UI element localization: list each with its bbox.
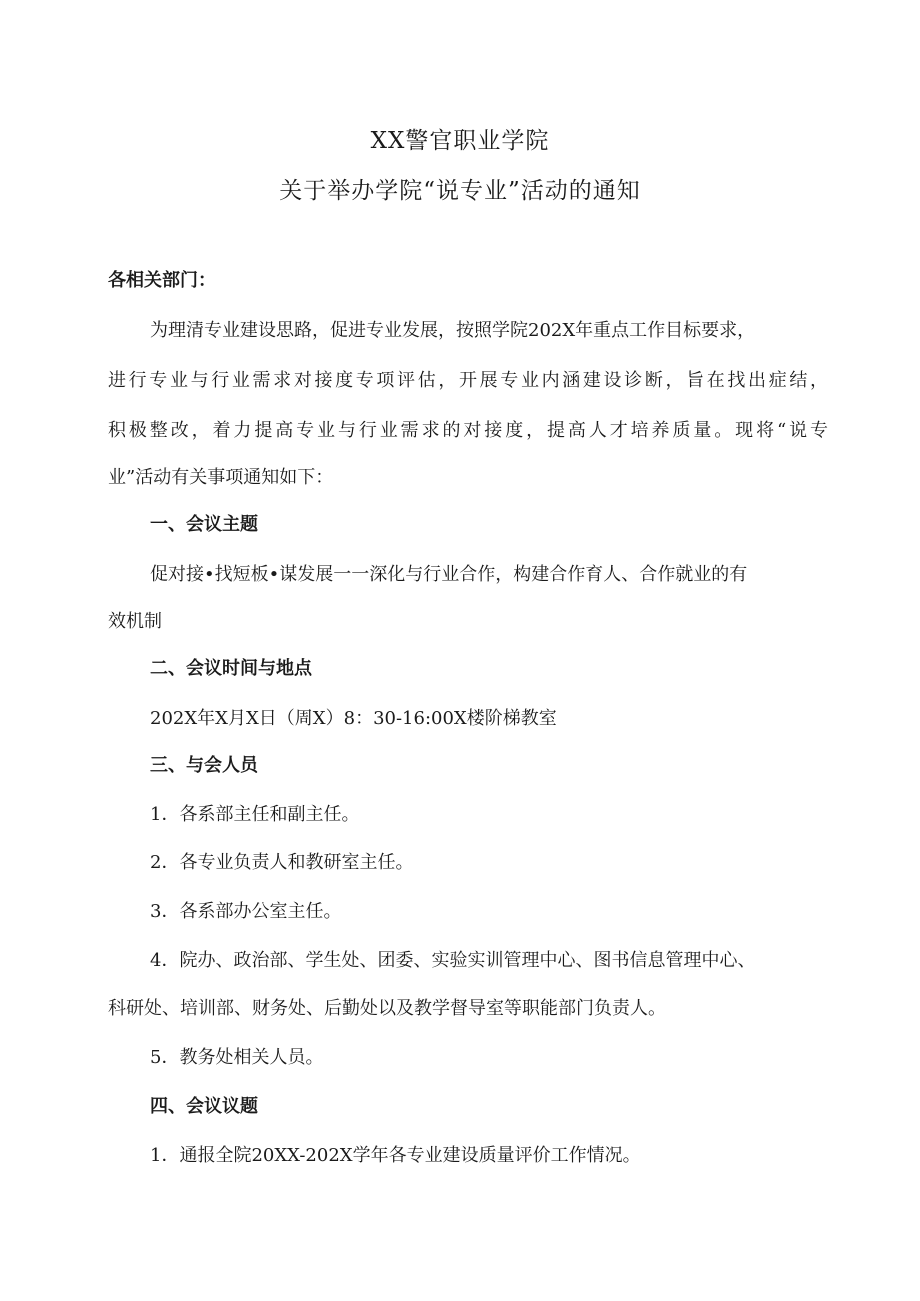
- section3-item-5: 5．教务处相关人员。: [150, 1047, 324, 1068]
- section1-line-2: 效机制: [108, 611, 162, 632]
- section3-item-2: 2．各专业负责人和教研室主任。: [150, 852, 414, 873]
- document-title-line2: 关于举办学院“说专业”活动的通知: [279, 178, 641, 204]
- section2-heading: 二、会议时间与地点: [150, 658, 312, 679]
- section1-heading: 一、会议主题: [150, 514, 258, 535]
- document-title-line1: XX警官职业学院: [370, 128, 550, 154]
- section4-heading: 四、会议议题: [150, 1096, 258, 1117]
- section1-line-1: 促对接•找短板•谋发展一一深化与行业合作，构建合作育人、合作就业的有: [150, 564, 748, 585]
- section4-item-1: 1．通报全院20XX-202X学年各专业建设质量评价工作情况。: [150, 1145, 641, 1166]
- section3-item-4: 4．院办、政治部、学生处、团委、实验实训管理中心、图书信息管理中心、: [150, 950, 756, 971]
- section2-line: 202X年X月X日（周X）8：30-16:00X楼阶梯教室: [150, 708, 557, 729]
- section3-item-1: 1．各系部主任和副主任。: [150, 804, 360, 825]
- intro-line-4: 业”活动有关事项通知如下：: [108, 467, 334, 488]
- salutation: 各相关部门：: [108, 270, 216, 291]
- intro-line-2: 进行专业与行业需求对接度专项评估，开展专业内涵建设诊断，旨在找出症结，: [108, 370, 828, 391]
- section3-heading: 三、与会人员: [150, 755, 258, 776]
- section3-item-3: 3．各系部办公室主任。: [150, 901, 342, 922]
- section3-item-4-cont: 科研处、培训部、财务处、后勤处以及教学督导室等职能部门负责人。: [108, 998, 666, 1019]
- intro-line-3: 积极整改，着力提高专业与行业需求的对接度，提高人才培养质量。现将“说专: [108, 420, 828, 441]
- intro-line-1: 为理清专业建设思路，促进专业发展，按照学院202X年重点工作目标要求，: [150, 320, 756, 341]
